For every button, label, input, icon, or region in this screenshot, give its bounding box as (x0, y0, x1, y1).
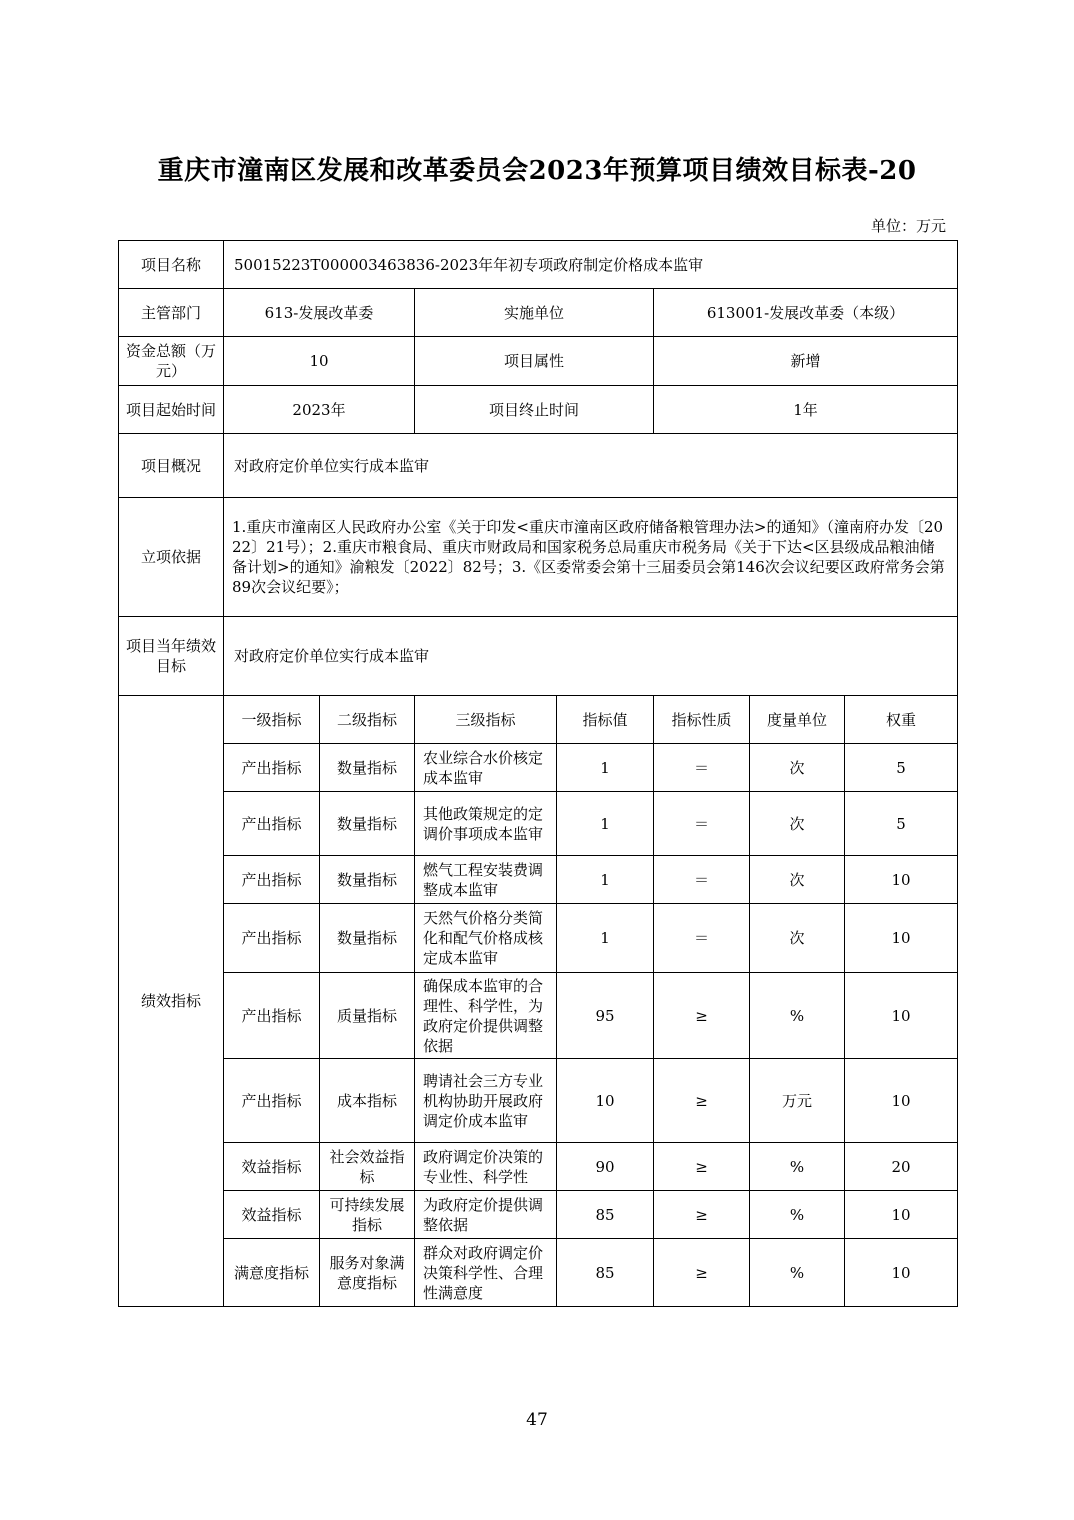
row-l2: 数量指标 (320, 792, 415, 856)
row-nature: ＝ (654, 856, 750, 904)
row-l1: 效益指标 (224, 1191, 320, 1239)
department-row (119, 289, 958, 337)
row-value: 85 (557, 1191, 654, 1239)
row-value: 1 (557, 744, 654, 792)
row-unit: % (750, 973, 845, 1059)
row-l1: 满意度指标 (224, 1239, 320, 1307)
row-l2: 数量指标 (320, 856, 415, 904)
time-row (119, 386, 958, 434)
row-l3: 其他政策规定的定调价事项成本监审 (415, 792, 557, 856)
header-l1: 一级指标 (224, 696, 320, 744)
row-l3: 农业综合水价核定成本监审 (415, 744, 557, 792)
table-row (119, 904, 958, 973)
row-l1: 产出指标 (224, 904, 320, 973)
overview-label: 项目概况 (119, 434, 224, 498)
row-weight: 5 (845, 744, 958, 792)
row-unit: 次 (750, 904, 845, 973)
dept-value: 613-发展改革委 (224, 289, 415, 337)
overview-value: 对政府定价单位实行成本监审 (224, 434, 958, 498)
project-name-value: 50015223T000003463836-2023年年初专项政府制定价格成本监审 (224, 241, 958, 289)
row-l3: 为政府定价提供调整依据 (415, 1191, 557, 1239)
row-unit: % (750, 1191, 845, 1239)
dept-label: 主管部门 (119, 289, 224, 337)
page-number: 47 (526, 1410, 548, 1430)
project-name-row (119, 241, 958, 289)
row-unit: 次 (750, 792, 845, 856)
header-weight: 权重 (845, 696, 958, 744)
row-nature: ＝ (654, 904, 750, 973)
attr-value: 新增 (654, 337, 958, 386)
table-row (119, 1191, 958, 1239)
row-weight: 10 (845, 1059, 958, 1143)
basis-label: 立项依据 (119, 498, 224, 617)
goal-label: 项目当年绩效目标 (119, 617, 224, 696)
header-value: 指标值 (557, 696, 654, 744)
row-l3: 政府调定价决策的专业性、科学性 (415, 1143, 557, 1191)
row-l2: 成本指标 (320, 1059, 415, 1143)
row-value: 1 (557, 904, 654, 973)
row-nature: ＝ (654, 792, 750, 856)
start-value: 2023年 (224, 386, 415, 434)
unit-label: 单位：万元 (870, 217, 946, 235)
row-value: 95 (557, 973, 654, 1059)
page-title: 重庆市潼南区发展和改革委员会2023年预算项目绩效目标表-20 (157, 156, 917, 186)
basis-value: 1.重庆市潼南区人民政府办公室《关于印发<重庆市潼南区政府储备粮管理办法>的通知》（潼南府办发〔2022〕21号）；2.重庆市粮食局、重庆市财政局和国家税务总局重庆市税务局《关于下达<区县级成品粮油储备计划>的通知》渝粮发〔2022〕82号；3.《区委常委会第十三届委员会第146次会议纪要区政府常务会第89次会议纪要》； (224, 498, 958, 617)
row-value: 90 (557, 1143, 654, 1191)
fund-value: 10 (224, 337, 415, 386)
overview-row (119, 434, 958, 498)
end-value: 1年 (654, 386, 958, 434)
row-unit: 次 (750, 744, 845, 792)
table-row (119, 973, 958, 1059)
row-value: 1 (557, 856, 654, 904)
perf-header-row (119, 696, 958, 744)
row-weight: 5 (845, 792, 958, 856)
row-l1: 效益指标 (224, 1143, 320, 1191)
row-nature: ≥ (654, 1239, 750, 1307)
impl-label: 实施单位 (415, 289, 654, 337)
perf-section-label: 绩效指标 (119, 696, 224, 1307)
table-row (119, 1143, 958, 1191)
row-nature: ≥ (654, 973, 750, 1059)
start-label: 项目起始时间 (119, 386, 224, 434)
header-nature: 指标性质 (654, 696, 750, 744)
row-l3: 聘请社会三方专业机构协助开展政府调定价成本监审 (415, 1059, 557, 1143)
row-nature: ≥ (654, 1191, 750, 1239)
row-l3: 天然气价格分类简化和配气价格成核定成本监审 (415, 904, 557, 973)
row-nature: ＝ (654, 744, 750, 792)
row-l3: 确保成本监审的合理性、科学性，为政府定价提供调整依据 (415, 973, 557, 1059)
row-nature: ≥ (654, 1143, 750, 1191)
row-l1: 产出指标 (224, 744, 320, 792)
row-l2: 社会效益指标 (320, 1143, 415, 1191)
header-unit: 度量单位 (750, 696, 845, 744)
row-value: 1 (557, 792, 654, 856)
project-name-label: 项目名称 (119, 241, 224, 289)
performance-target-table (118, 240, 958, 1307)
row-unit: 万元 (750, 1059, 845, 1143)
fund-label: 资金总额（万元） (119, 337, 224, 386)
attr-label: 项目属性 (415, 337, 654, 386)
row-unit: 次 (750, 856, 845, 904)
row-l1: 产出指标 (224, 973, 320, 1059)
header-l2: 二级指标 (320, 696, 415, 744)
row-unit: % (750, 1239, 845, 1307)
goal-row (119, 617, 958, 696)
row-l2: 数量指标 (320, 744, 415, 792)
row-weight: 10 (845, 856, 958, 904)
row-l3: 燃气工程安装费调整成本监审 (415, 856, 557, 904)
row-weight: 20 (845, 1143, 958, 1191)
row-l2: 可持续发展指标 (320, 1191, 415, 1239)
fund-row (119, 337, 958, 386)
goal-value: 对政府定价单位实行成本监审 (224, 617, 958, 696)
row-l2: 服务对象满意度指标 (320, 1239, 415, 1307)
row-l1: 产出指标 (224, 792, 320, 856)
row-nature: ≥ (654, 1059, 750, 1143)
end-label: 项目终止时间 (415, 386, 654, 434)
table-row (119, 744, 958, 792)
row-l2: 数量指标 (320, 904, 415, 973)
row-l1: 产出指标 (224, 856, 320, 904)
header-l3: 三级指标 (415, 696, 557, 744)
row-weight: 10 (845, 1239, 958, 1307)
table-row (119, 1239, 958, 1307)
row-value: 10 (557, 1059, 654, 1143)
row-l3: 群众对政府调定价决策科学性、合理性满意度 (415, 1239, 557, 1307)
table-row (119, 1059, 958, 1143)
basis-row (119, 498, 958, 617)
row-weight: 10 (845, 973, 958, 1059)
row-l1: 产出指标 (224, 1059, 320, 1143)
impl-value: 613001-发展改革委（本级） (654, 289, 958, 337)
table-row (119, 792, 958, 856)
row-value: 85 (557, 1239, 654, 1307)
row-weight: 10 (845, 904, 958, 973)
table-row (119, 856, 958, 904)
row-l2: 质量指标 (320, 973, 415, 1059)
row-unit: % (750, 1143, 845, 1191)
row-weight: 10 (845, 1191, 958, 1239)
